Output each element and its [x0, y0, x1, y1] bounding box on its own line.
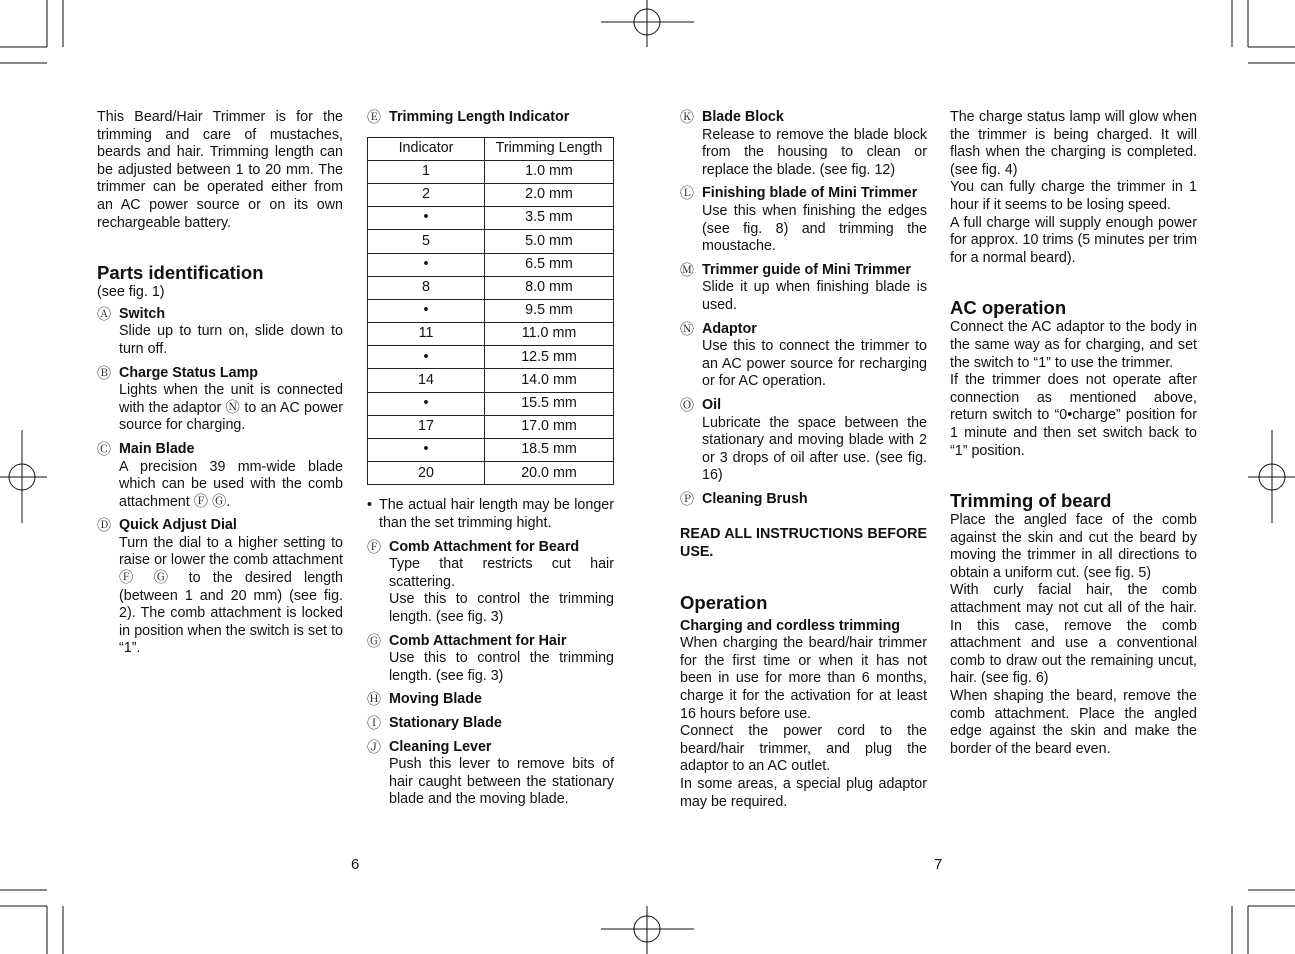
charging-subheading: Charging and cordless trimming: [680, 617, 901, 634]
table-row: [368, 346, 614, 369]
trimming-length-table: [367, 137, 614, 486]
part-description: Use this to connect the trimmer to an AC power source for recharging or for AC operation.: [702, 338, 927, 390]
part-marker: Ⓖ: [367, 632, 381, 649]
part-description: Type that restricts cut hair scattering.: [389, 556, 614, 590]
table-row: [368, 462, 614, 485]
intro-paragraph: This Beard/Hair Trimmer is for the trimming and care of mustaches, beards and hair. Trimming length can be adjusted between 1 to 20 mm. The trimmer can be operated either from an AC power source or on its own rechargeable battery.: [97, 109, 343, 231]
length-cell: 3.5 mm: [485, 207, 614, 230]
length-cell: 20.0 mm: [485, 462, 614, 485]
table-note: [367, 497, 614, 532]
part-title: Trimming Length Indicator: [389, 109, 570, 125]
part-marker: Ⓒ: [97, 440, 111, 457]
part-title: Comb Attachment for Hair: [389, 632, 567, 649]
part-title: Blade Block: [702, 109, 784, 125]
part-marker: Ⓗ: [367, 691, 381, 708]
ac-operation-heading: AC operation: [950, 297, 1067, 319]
length-cell: 12.5 mm: [485, 346, 614, 369]
part-description: Slide up to turn on, slide down to turn off.: [119, 323, 343, 357]
part-title: Oil: [702, 396, 722, 413]
part-marker: Ⓛ: [680, 185, 694, 202]
part-item-comb-hair: [367, 633, 614, 686]
part-item-charge-status-lamp: [97, 365, 343, 435]
part-title: Finishing blade of Mini Trimmer: [702, 185, 918, 202]
indicator-cell: •: [368, 253, 485, 276]
part-description: Slide it up when finishing blade is used.: [702, 279, 927, 313]
table-row: [368, 160, 614, 183]
part-title: Quick Adjust Dial: [119, 517, 237, 534]
table-note-text: The actual hair length may be longer than the set trimming hight.: [379, 497, 614, 531]
indicator-cell: 2: [368, 183, 485, 206]
part-title: Charge Status Lamp: [119, 364, 259, 381]
table-row: [368, 439, 614, 462]
indicator-cell: 20: [368, 462, 485, 485]
trimming-beard-heading: Trimming of beard: [950, 490, 1112, 512]
part-description: Push this lever to remove bits of hair caught between the stationary blade and the moving blade.: [389, 756, 614, 808]
part-item-moving-blade: [367, 691, 614, 709]
part-item-quick-adjust-dial: [97, 517, 343, 658]
warning-text: READ ALL INSTRUCTIONS BEFORE USE.: [680, 526, 927, 561]
charging-paragraph-1: When charging the beard/hair trimmer for the first time or when it has not been in use for more than 6 months, charge it for the activation for at least 16 hours before use.: [680, 635, 927, 722]
indicator-cell: •: [368, 299, 485, 322]
part-item-main-blade: [97, 441, 343, 511]
beard-paragraph-2: With curly facial hair, the comb attachment may not cut all of the hair. In this case, remove the comb attachment and use a conventional comb to draw out the remaining uncut, hair. (see fig. 6): [950, 582, 1197, 687]
part-marker: Ⓘ: [367, 714, 381, 731]
part-marker: Ⓕ: [367, 538, 381, 555]
part-item-adaptor: [680, 321, 927, 391]
part-item-oil: [680, 397, 927, 485]
part-item-trimmer-guide: [680, 262, 927, 315]
part-description-2: Use this to control the trimming length. (see fig. 3): [389, 591, 614, 625]
indicator-cell: 17: [368, 415, 485, 438]
table-row: [368, 323, 614, 346]
part-item-cleaning-brush: [680, 491, 927, 509]
length-cell: 9.5 mm: [485, 299, 614, 322]
part-marker: Ⓞ: [680, 396, 694, 413]
part-marker: Ⓔ: [367, 109, 381, 125]
length-cell: 5.0 mm: [485, 230, 614, 253]
indicator-cell: 8: [368, 276, 485, 299]
indicator-cell: •: [368, 392, 485, 415]
table-row: [368, 415, 614, 438]
table-header-trimming-length: Trimming Length: [485, 137, 614, 160]
part-marker: Ⓑ: [97, 364, 111, 381]
length-cell: 14.0 mm: [485, 369, 614, 392]
part-marker: Ⓚ: [680, 109, 694, 125]
table-header-indicator: Indicator: [368, 137, 485, 160]
table-row: [368, 230, 614, 253]
bullet-dot-icon: •: [367, 497, 373, 514]
part-description: A precision 39 mm-wide blade which can be used with the comb attachment Ⓕ Ⓖ.: [119, 458, 343, 510]
right-page-column-2: [950, 107, 1197, 758]
indicator-cell: •: [368, 207, 485, 230]
table-row: [368, 299, 614, 322]
table-row: [368, 392, 614, 415]
part-description: Lights when the unit is connected with the adaptor Ⓝ to an AC power source for charging.: [119, 382, 343, 434]
part-title: Switch: [119, 305, 166, 322]
table-body: [368, 160, 614, 485]
part-item-switch: [97, 306, 343, 359]
table-row: [368, 253, 614, 276]
length-cell: 1.0 mm: [485, 160, 614, 183]
length-cell: 18.5 mm: [485, 439, 614, 462]
part-title: Moving Blade: [389, 691, 482, 708]
indicator-cell: 5: [368, 230, 485, 253]
page-number-left: 6: [351, 856, 360, 873]
lamp-paragraph-1: The charge status lamp will glow when the trimmer is being charged. It will flash when the charging is completed. (see fig. 4): [950, 109, 1197, 178]
lamp-paragraph-3: A full charge will supply enough power for approx. 10 trims (5 minutes per trim for a normal beard).: [950, 214, 1197, 266]
part-marker: Ⓟ: [680, 490, 694, 507]
ac-paragraph-1: Connect the AC adaptor to the body in the same way as for charging, and set the switch to “1” to use the trimmer.: [950, 319, 1197, 371]
parts-figure-ref: (see fig. 1): [97, 284, 165, 301]
part-title: Adaptor: [702, 320, 757, 337]
operation-heading: Operation: [680, 591, 768, 613]
part-item-blade-block: [680, 109, 927, 179]
indicator-cell: •: [368, 346, 485, 369]
part-description: Use this to control the trimming length. (see fig. 3): [389, 650, 614, 684]
part-title: Trimmer guide of Mini Trimmer: [702, 261, 911, 278]
parts-heading: Parts identification: [97, 262, 264, 284]
length-cell: 6.5 mm: [485, 253, 614, 276]
part-item-comb-beard: [367, 539, 614, 627]
part-title: Comb Attachment for Beard: [389, 538, 580, 555]
part-title: Cleaning Lever: [389, 738, 492, 755]
part-item-stationary-blade: [367, 715, 614, 733]
beard-paragraph-3: When shaping the beard, remove the comb attachment. Place the angled edge against the skin and make the border of the beard even.: [950, 688, 1197, 757]
ac-paragraph-2: If the trimmer does not operate after connection as mentioned above, return switch to “0•charge” position for 1 minute and then set switch back to “1” position.: [950, 372, 1197, 459]
part-marker: Ⓓ: [97, 517, 111, 534]
part-marker: Ⓐ: [97, 305, 111, 322]
right-page-column-1: [680, 107, 927, 811]
length-cell: 17.0 mm: [485, 415, 614, 438]
part-description: Lubricate the space between the stationary and moving blade with 2 or 3 drops of oil after use. (see fig. 16): [702, 414, 927, 484]
part-marker: Ⓜ: [680, 261, 694, 278]
length-cell: 11.0 mm: [485, 323, 614, 346]
beard-paragraph-1: Place the angled face of the comb against the skin and cut the beard by moving the trimmer in all directions to obtain a uniform cut. (see fig. 5): [950, 512, 1197, 581]
indicator-cell: 11: [368, 323, 485, 346]
table-header-row: [368, 137, 614, 160]
part-description: Release to remove the blade block from the housing to clean or replace the blade. (see fig. 12): [702, 126, 927, 178]
part-title: Stationary Blade: [389, 714, 502, 731]
table-row: [368, 183, 614, 206]
part-marker: Ⓝ: [680, 320, 694, 337]
charging-paragraph-2: Connect the power cord to the beard/hair trimmer, and plug the adaptor to an AC outlet.: [680, 723, 927, 775]
length-cell: 15.5 mm: [485, 392, 614, 415]
part-item-trimming-length-indicator: [367, 109, 614, 127]
charging-paragraph-3: In some areas, a special plug adaptor may be required.: [680, 776, 927, 810]
part-title: Main Blade: [119, 440, 195, 457]
length-cell: 8.0 mm: [485, 276, 614, 299]
table-row: [368, 369, 614, 392]
table-row: [368, 207, 614, 230]
indicator-cell: 14: [368, 369, 485, 392]
part-item-finishing-blade: [680, 185, 927, 255]
part-description: Use this when finishing the edges (see fig. 8) and trimming the moustache.: [702, 202, 927, 255]
left-page-column-2: [367, 107, 614, 809]
part-marker: Ⓙ: [367, 738, 381, 755]
table-row: [368, 276, 614, 299]
lamp-paragraph-2: You can fully charge the trimmer in 1 hour if it seems to be losing speed.: [950, 179, 1197, 213]
indicator-cell: •: [368, 439, 485, 462]
length-cell: 2.0 mm: [485, 183, 614, 206]
indicator-cell: 1: [368, 160, 485, 183]
part-description: Turn the dial to a higher setting to raise or lower the comb attachment Ⓕ Ⓖ to the desired length (between 1 and 20 mm) (see fig. 2). The comb attachment is locked in position when the switch is set to “1”.: [119, 534, 343, 657]
part-item-cleaning-lever: [367, 739, 614, 809]
part-title: Cleaning Brush: [702, 490, 808, 507]
page-number-right: 7: [934, 856, 943, 873]
left-page-column-1: [97, 107, 343, 658]
